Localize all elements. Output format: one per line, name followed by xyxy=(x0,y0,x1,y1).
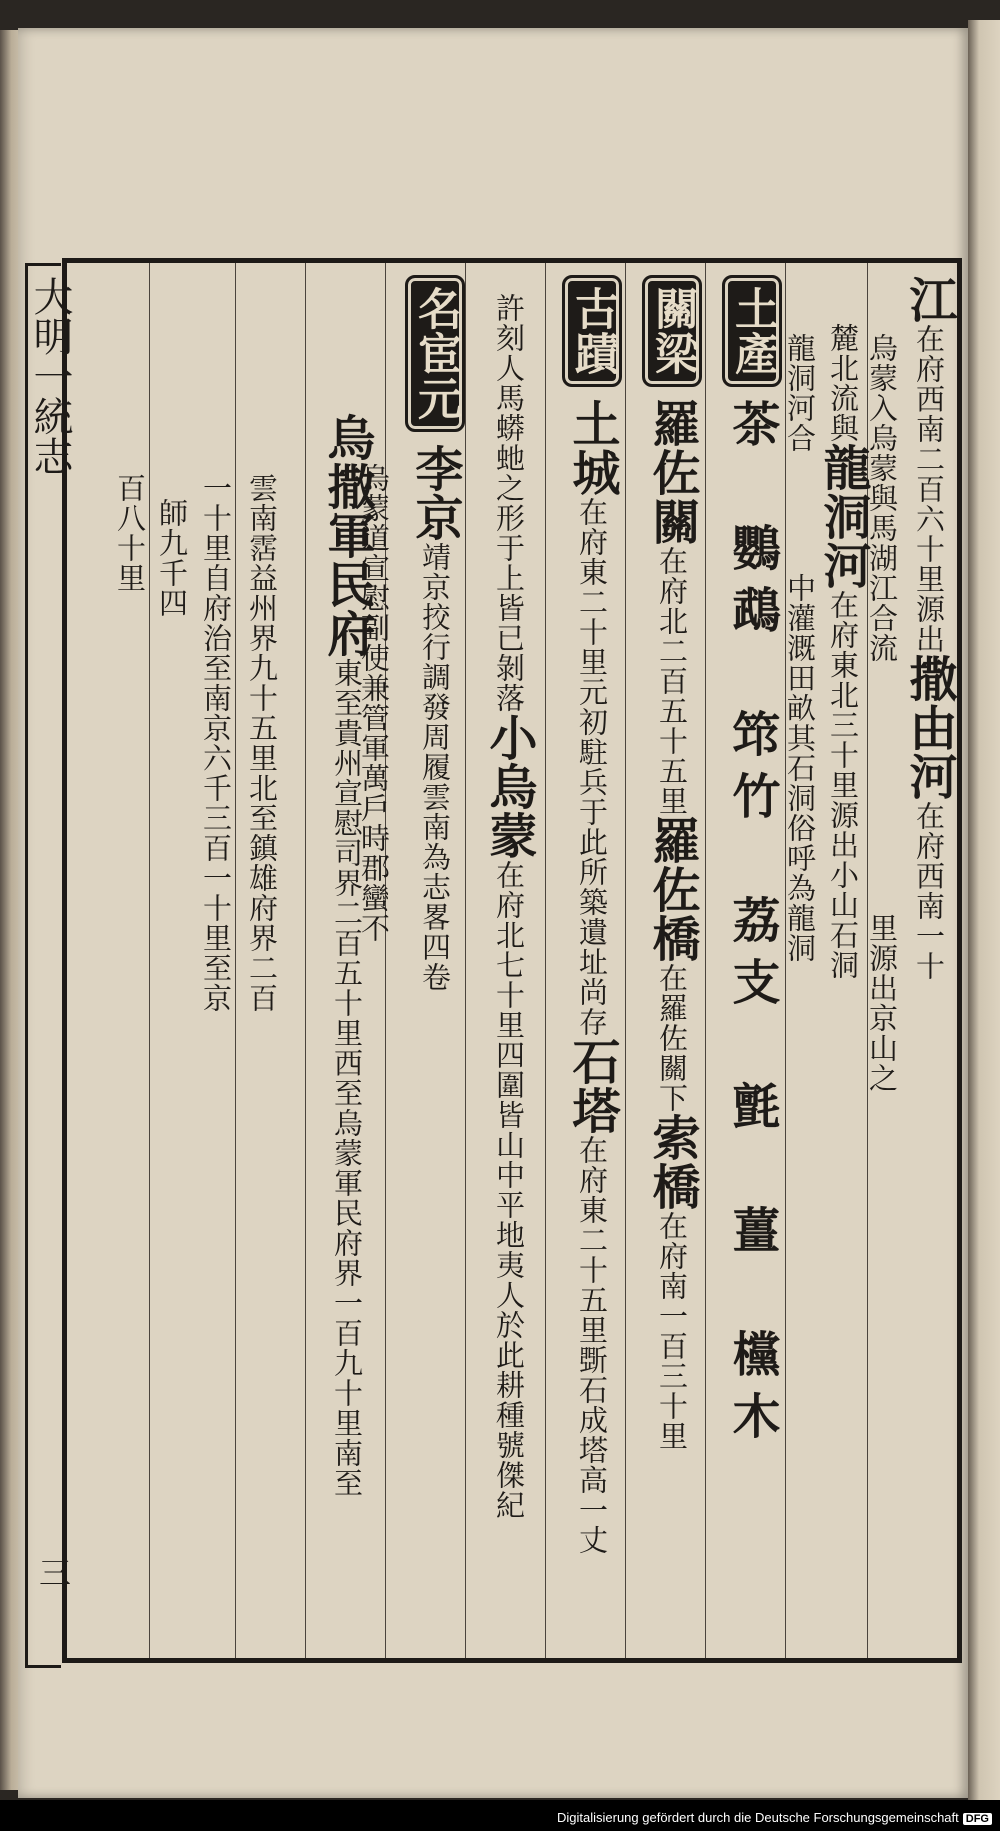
text-column-2 xyxy=(815,323,871,980)
column-divider xyxy=(545,263,546,1658)
entry-note: 在府東北三十里源出小山石洞 xyxy=(826,590,860,980)
entry-note: 在羅佐關下 xyxy=(655,963,689,1113)
text-column-2b xyxy=(783,333,817,963)
text-column-11 xyxy=(155,498,189,618)
entry-note: 在府東二十五里斲石成塔高一丈 xyxy=(575,1135,609,1555)
entry-heading: 江 xyxy=(901,275,957,324)
text-column-1b xyxy=(865,333,899,1093)
text-column-10 xyxy=(199,473,233,1013)
entry-heading: 土城 xyxy=(564,399,620,497)
entry-heading: 龍洞河 xyxy=(815,443,871,590)
products-list: 茶 鸚鵡 筇竹 荔支 氈 薑 欓木 xyxy=(724,399,780,1453)
section-label-passes-bridges: 關梁 xyxy=(642,275,702,387)
entry-heading: 羅佐關 xyxy=(644,399,700,546)
entry-heading: 李京 xyxy=(407,444,463,542)
column-divider xyxy=(705,263,706,1658)
text-column-6 xyxy=(481,293,537,1520)
entry-note: 烏蒙入烏蒙與馬湖江合流 xyxy=(865,333,899,663)
entry-heading: 羅佐橋 xyxy=(644,816,700,963)
column-divider xyxy=(305,263,306,1658)
entry-heading: 小烏蒙 xyxy=(481,713,537,860)
entry-note: 烏蒙道宣慰副使兼管軍萬戶時郡蠻不 xyxy=(357,463,391,943)
entry-note: 在府北二百五十五里 xyxy=(655,546,689,816)
text-column-9 xyxy=(245,473,279,1013)
text-column-1 xyxy=(901,275,957,981)
text-column-4 xyxy=(642,275,702,1451)
column-divider xyxy=(465,263,466,1658)
section-label-products: 土產 xyxy=(722,275,782,387)
section-label-officials: 名宦元 xyxy=(405,275,465,432)
margin-column xyxy=(25,263,73,1668)
dfg-logo: DFG xyxy=(963,1813,992,1825)
entry-note: 雲南霑益州界九十五里北至鎮雄府界二百 xyxy=(245,473,279,1013)
entry-note: 在府西南二百六十里源出 xyxy=(912,324,946,654)
credit-text: Digitalisierung gefördert durch die Deutsche Forschungsgemeinschaft xyxy=(556,1810,959,1825)
dfg-credit xyxy=(557,1810,992,1825)
scanned-page xyxy=(18,28,968,1798)
next-page-edge xyxy=(968,20,1000,1800)
entry-note: 一十里自府治至南京六千三百一十里至京 xyxy=(199,473,233,1013)
entry-note: 在府北七十里四圍皆山中平地夷人於此耕種號傑紀 xyxy=(492,860,526,1520)
entry-note: 師九千四 xyxy=(155,498,189,618)
entry-note: 東至貴州宣慰司界二百五十里西至烏蒙軍民府界一百九十里南至 xyxy=(330,658,364,1498)
entry-note: 龍洞河合 xyxy=(783,333,817,453)
entry-note: 里源出京山之 xyxy=(865,913,899,1093)
text-column-5 xyxy=(562,275,622,1555)
column-divider xyxy=(235,263,236,1658)
entry-note: 麓北流與 xyxy=(826,323,860,443)
entry-note: 許刻人馬蟒虵之形于上皆已剝落 xyxy=(492,293,526,713)
column-divider xyxy=(625,263,626,1658)
entry-note: 在府南一百三十里 xyxy=(655,1211,689,1451)
entry-heading: 石塔 xyxy=(564,1037,620,1135)
text-column-12 xyxy=(113,473,147,593)
entry-note: 靖京挍行調發周履雲南為志畧四卷 xyxy=(418,542,452,992)
text-column-3 xyxy=(722,275,782,1453)
entry-heading: 烏撒軍民府 xyxy=(319,413,375,658)
entry-heading: 索橋 xyxy=(644,1113,700,1211)
entry-note: 在府西南一十 xyxy=(912,801,946,981)
entry-note: 百八十里 xyxy=(113,473,147,593)
entry-heading: 撒由河 xyxy=(901,654,957,801)
page-number: 三 xyxy=(34,1556,72,1588)
entry-note: 在府東二十里元初駐兵于此所築遺址尚存 xyxy=(575,497,609,1037)
text-column-7 xyxy=(405,275,465,992)
section-label-historic-sites: 古蹟 xyxy=(562,275,622,387)
entry-note: 中灌溉田畝其石洞俗呼為龍洞 xyxy=(783,573,817,963)
text-frame xyxy=(27,258,962,1663)
column-divider xyxy=(149,263,150,1658)
book-title: 大明一統志 xyxy=(27,276,73,476)
